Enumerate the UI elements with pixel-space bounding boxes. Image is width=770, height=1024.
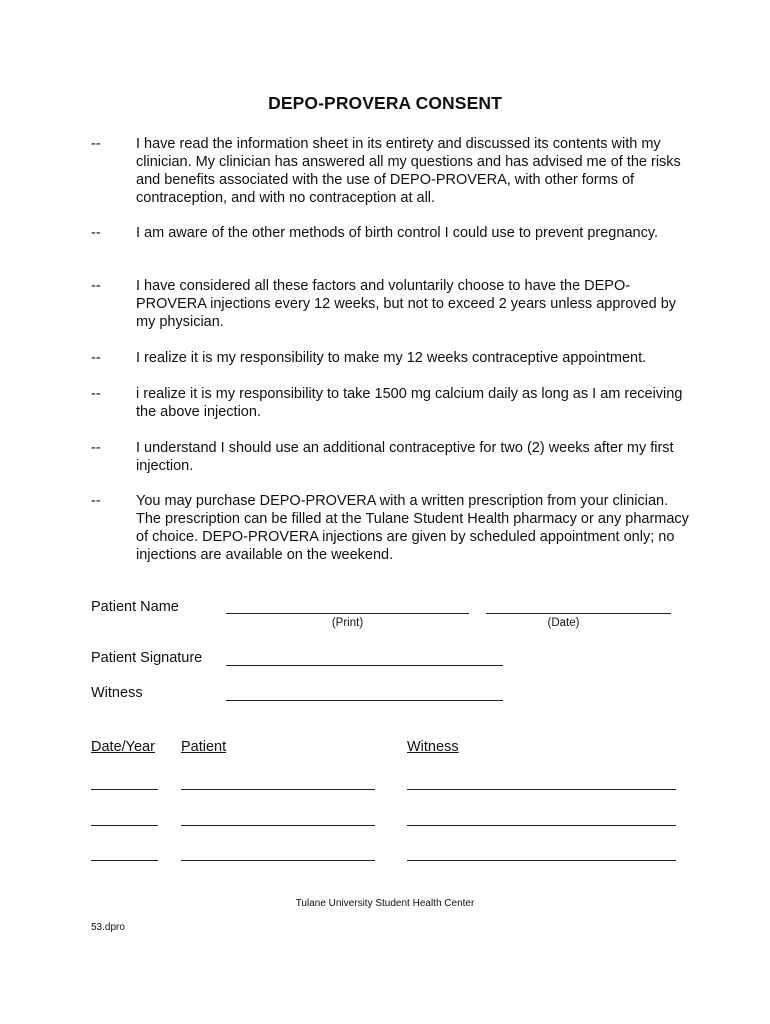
patient-line[interactable] [181,825,375,826]
statement-dash: -- [91,225,101,241]
col-header-patient: Patient [181,739,227,755]
col-header-witness: Witness [407,739,459,755]
patient-signature-label: Patient Signature [91,650,203,666]
date-line[interactable] [91,789,158,790]
statement-dash: -- [91,493,101,509]
patient-name-label: Patient Name [91,599,179,615]
print-caption: (Print) [331,617,364,629]
witness-signature-line[interactable] [226,700,503,701]
statement-dash: -- [91,278,101,294]
statement-text: You may purchase DEPO-PROVERA with a written prescription from your clinician. The prescription can be filled at the Tulane Student Health pharmacy or any pharmacy of choice. DEPO-PROVERA injections are given by scheduled appointment only; no injections are available on the weekend. [136,493,689,563]
footer-institution: Tulane University Student Health Center [295,898,475,909]
date-line[interactable] [91,860,158,861]
witness-line[interactable] [407,860,676,861]
witness-line[interactable] [407,825,676,826]
date-caption: (Date) [547,617,580,629]
statement-text: I have read the information sheet in its entirety and discussed its contents with my clinician. My clinician has answered all my questions and has advised me of the risks and benefits associated with the use of DEPO-PROVERA, with other forms of contraception, and with no contraception at all. [136,136,681,206]
patient-name-date-line[interactable] [486,613,671,614]
statement-text: I have considered all these factors and voluntarily choose to have the DEPO-PROVERA injections every 12 weeks, but not to exceed 2 years unless approved by my physician. [136,278,677,330]
date-line[interactable] [91,825,158,826]
statement-text: I am aware of the other methods of birth control I could use to prevent pregnancy. [136,225,659,241]
patient-line[interactable] [181,789,375,790]
page-title: DEPO-PROVERA CONSENT [268,93,502,113]
form-code: 53.dpro [91,922,125,933]
statement-text: I understand I should use an additional contraceptive for two (2) weeks after my first injection. [136,440,674,474]
statement-dash: -- [91,440,101,456]
statement-text: i realize it is my responsibility to take 1500 mg calcium daily as long as I am receiving the above injection. [136,386,683,420]
statement-dash: -- [91,386,101,402]
witness-line[interactable] [407,789,676,790]
patient-line[interactable] [181,860,375,861]
statement-dash: -- [91,350,101,366]
statement-dash: -- [91,136,101,152]
col-header-date: Date/Year [91,739,155,755]
patient-signature-line[interactable] [226,665,503,666]
statement-text: I realize it is my responsibility to make my 12 weeks contraceptive appointment. [136,350,647,366]
patient-name-print-line[interactable] [226,613,469,614]
witness-label: Witness [91,685,143,701]
